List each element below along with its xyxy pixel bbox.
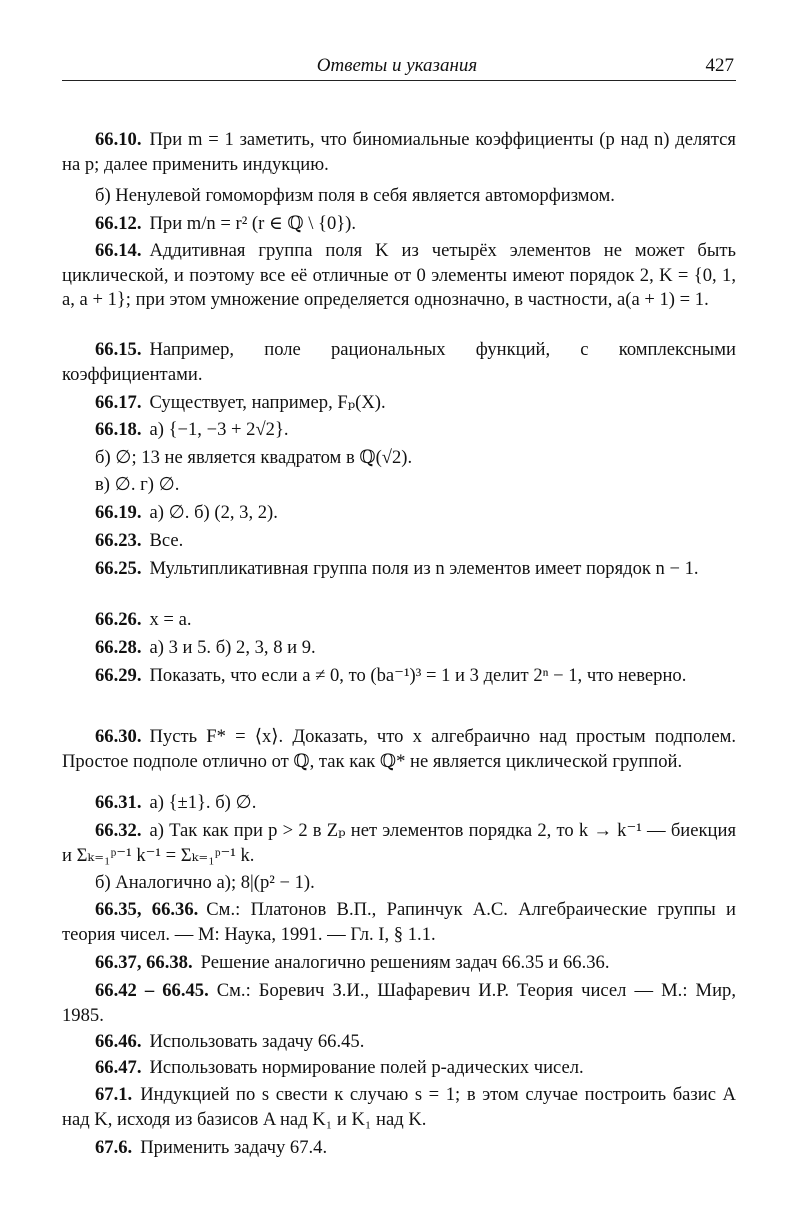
answer-paragraph [62, 951, 736, 976]
answer-paragraph [62, 418, 736, 443]
answer-text: x = a. [149, 609, 192, 630]
answer-text: а) 3 и 5. б) 2, 3, 8 и 9. [149, 637, 316, 658]
answer-text: Применить задачу 67.4. [140, 1137, 328, 1158]
answer-number: 66.28. [95, 637, 142, 658]
answer-text: б) ∅; 13 не является квадратом в ℚ(√2). [95, 447, 413, 468]
answer-text: Использовать нормирование полей p-адических чисел. [149, 1057, 584, 1078]
answer-number: 66.18. [95, 419, 142, 440]
answer-paragraph [62, 473, 736, 498]
answer-number: 66.37, 66.38. [95, 952, 193, 973]
answer-paragraph [62, 979, 736, 1028]
answer-paragraph [62, 819, 736, 868]
answer-text: а) {±1}. б) ∅. [149, 792, 257, 813]
answer-number: 66.42 – 66.45. [95, 980, 209, 1001]
running-header-title: Ответы и указания [316, 55, 478, 76]
answer-text: а) Так как при p > 2 в Zₚ нет элементов порядка 2, то k → k⁻¹ — биекция и Σₖ₌₁ᵖ⁻¹ k⁻¹ = Σₖ₌₁ᵖ⁻¹ k. [62, 820, 736, 866]
answer-text: а) ∅. б) (2, 3, 2). [149, 502, 278, 523]
answer-paragraph [62, 557, 736, 582]
answer-paragraph [62, 501, 736, 526]
answer-paragraph [62, 212, 736, 237]
answer-text: б) Аналогично а); 8|(p² − 1). [95, 872, 315, 893]
answer-paragraph [62, 636, 736, 661]
answer-number: 66.47. [95, 1057, 142, 1078]
answer-text: Показать, что если a ≠ 0, то (ba⁻¹)³ = 1 и 3 делит 2ⁿ − 1, что неверно. [149, 665, 687, 686]
answer-number: 67.6. [95, 1137, 133, 1158]
answer-number: 66.15. [95, 339, 142, 360]
answer-text: Существует, например, Fₚ(X). [149, 392, 386, 413]
answer-text: Например, поле рациональных функций, с комплексными коэффициентами. [62, 339, 736, 385]
answer-text: При m = 1 заметить, что биномиальные коэффициенты (p над n) делятся на p; далее применить индукцию. [62, 129, 736, 175]
answer-paragraph [62, 1030, 736, 1055]
answer-text: Использовать задачу 66.45. [149, 1031, 365, 1052]
answer-text: Решение аналогично решениям задач 66.35 и 66.36. [200, 952, 610, 973]
answer-number: 66.35, 66.36. [95, 899, 199, 920]
answer-paragraph [62, 239, 736, 313]
answer-text: См.: Боревич З.И., Шафаревич И.Р. Теория чисел — М.: Мир, 1985. [62, 980, 736, 1026]
answer-number: 66.17. [95, 392, 142, 413]
answer-number: 66.23. [95, 530, 142, 551]
answer-paragraph [62, 871, 736, 896]
answer-number: 66.30. [95, 726, 142, 747]
answer-number: 66.29. [95, 665, 142, 686]
answer-paragraph [62, 898, 736, 947]
answer-paragraph [62, 725, 736, 774]
answer-paragraph [62, 128, 736, 177]
answer-text: а) {−1, −3 + 2√2}. [149, 419, 289, 440]
answer-text: Все. [149, 530, 184, 551]
page-number: 427 [705, 55, 734, 76]
answer-text: Мультипликативная группа поля из n элементов имеет порядок n − 1. [149, 558, 699, 579]
answer-paragraph [62, 1056, 736, 1081]
answer-paragraph [62, 446, 736, 471]
answer-text: Индукцией по s свести к случаю s = 1; в этом случае построить базис A над K, исходя из базисов A над K₁ и K₁ над K. [62, 1084, 736, 1130]
answer-number: 66.10. [95, 129, 142, 150]
answer-number: 67.1. [95, 1084, 133, 1105]
answer-paragraph [62, 608, 736, 633]
header-rule [62, 80, 736, 81]
answer-paragraph [62, 184, 736, 209]
answer-text: Аддитивная группа поля K из четырёх элементов не может быть циклической, и поэтому все её отличные от 0 элементы имеют порядок 2, K = {0, 1, a, a + 1}; при этом умножение определяется однозначно, в частности, a(a + 1) = 1. [62, 240, 736, 310]
answer-number: 66.32. [95, 820, 142, 841]
answer-text: б) Ненулевой гомоморфизм поля в себя является автоморфизмом. [95, 185, 615, 206]
answer-number: 66.26. [95, 609, 142, 630]
answer-number: 66.31. [95, 792, 142, 813]
answer-number: 66.19. [95, 502, 142, 523]
answer-paragraph [62, 338, 736, 387]
answer-number: 66.14. [95, 240, 142, 261]
answer-paragraph [62, 1136, 736, 1161]
answer-text: Пусть F* = ⟨x⟩. Доказать, что x алгебраично над простым подполем. Простое подполе отлично от ℚ, так как ℚ* не является циклической группой. [62, 726, 736, 772]
answer-text: См.: Платонов В.П., Рапинчук А.С. Алгебраические группы и теория чисел. — М: Наука, 1991. — Гл. I, § 1.1. [62, 899, 736, 945]
answer-text: При m/n = r² (r ∈ ℚ \ {0}). [149, 213, 357, 234]
answer-paragraph [62, 391, 736, 416]
answer-paragraph [62, 791, 736, 816]
answer-paragraph [62, 529, 736, 554]
answer-number: 66.12. [95, 213, 142, 234]
answer-text: в) ∅. г) ∅. [95, 474, 180, 495]
answer-paragraph [62, 1083, 736, 1132]
answer-number: 66.25. [95, 558, 142, 579]
answer-number: 66.46. [95, 1031, 142, 1052]
answer-paragraph [62, 664, 736, 689]
